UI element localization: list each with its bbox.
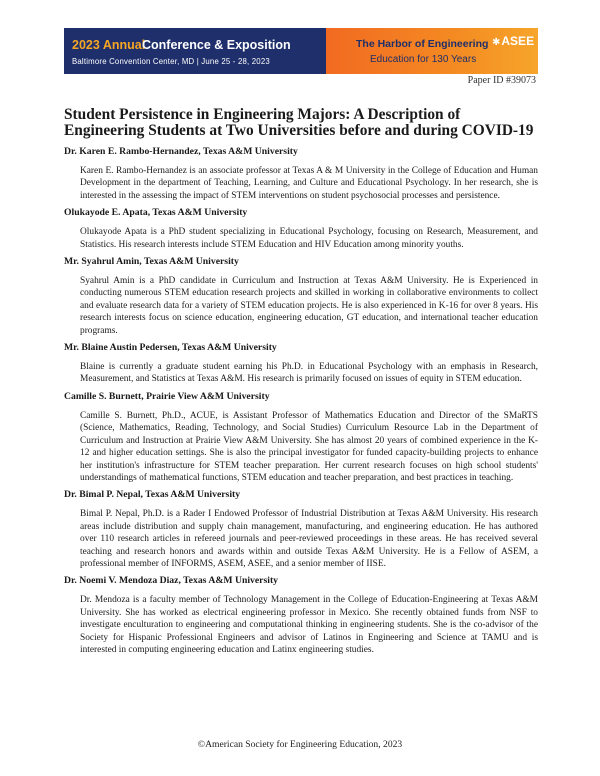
- author-bio: Karen E. Rambo-Hernandez is an associate professor at Texas A & M University in the College of Education and Human Development in the department of Teaching, Learning, and Culture and Educational Psychology. In her research, she is interested in the assessing the impact of STEM interventions on student psychosocial processes and persistence.: [80, 166, 538, 201]
- author-bio: Blaine is currently a graduate student earning his Ph.D. in Educational Psychology with an emphasis in Research, Measurement, and Statistics at Texas A&M. His research is primarily focused on issues of equity in STEM education.: [80, 362, 538, 385]
- author-bio: Bimal P. Nepal, Ph.D. is a Rader I Endowed Professor of Industrial Distribution at Texas A&M University. His research areas include distribution and supply chain management, manufacturing, and engineering education. He has authored over 110 research articles in refereed journals and peer-reviewed proceedings in these areas. He has received several teaching and research honors and awards within and outside Texas A&M University. He is a Fellow of ASEM, a professional member of INFORMS, ASEM, ASEE, and a senior member of IISE.: [80, 509, 538, 569]
- conference-banner: [64, 28, 538, 74]
- author-bio: Camille S. Burnett, Ph.D., ACUE, is Assistant Professor of Mathematics Education and Director of the SMaRTS (Science, Mathematics, Reading, Technology, and Social Studies) Curriculum Resource Lab in the Department of Curriculum and Instruction at Prairie View A&M University. She has almost 20 years of combined experience in the K-12 and higher education settings. She is also the principal investigator for funded capacity-building projects to enhance her institution's infrastructure for STEM teacher preparation. Her current research focuses on high school students' understandings of mathematical functions, STEM education and teacher preparation, and best practices in teaching.: [80, 410, 538, 483]
- author-entry: [64, 489, 538, 570]
- conference-title: Conference & Exposition: [142, 38, 291, 52]
- author-entry: [64, 207, 538, 251]
- author-name: Dr. Bimal P. Nepal, Texas A&M University: [64, 489, 241, 501]
- author-entry: [64, 391, 538, 484]
- harbor-title: The Harbor of Engineering: [356, 38, 489, 50]
- author-entry: [64, 256, 538, 337]
- author-entry: [64, 342, 538, 386]
- asee-logo: [492, 34, 534, 48]
- harbor-subtitle: Education for 130 Years: [370, 54, 477, 65]
- author-name: Camille S. Burnett, Prairie View A&M University: [64, 390, 270, 402]
- paper-id: Paper ID #39073: [467, 75, 536, 86]
- asee-logo-text: ASEE: [501, 34, 535, 48]
- author-name: Dr. Karen E. Rambo-Hernandez, Texas A&M University: [64, 146, 298, 157]
- author-bio: Dr. Mendoza is a faculty member of Technology Management in the College of Education-Engineering at Texas A&M University. She has worked as electrical engineering professor in Mexico. She recently obtained funds from NSF to investigate enculturation to engineering and computational thinking in engineering students. She is the co-advisor of the Society for Hispanic Professional Engineers and advisor of Latinos in Engineering and Science at TAMU and is interested in computing engineering education and Latinx engineering studies.: [80, 595, 538, 655]
- asee-star-icon: ✱: [492, 37, 501, 48]
- author-bio: Syahrul Amin is a PhD candidate in Curriculum and Instruction at Texas A&M University. He is Experienced in conducting numerous STEM education research projects and skilled in working in collaborative environments to collect and evaluate research data for a variety of STEM education projects. He is also experienced in K-16 for over 8 years. His research interests focus on science education, engineering education, GT education, and international teacher education programs.: [80, 276, 538, 336]
- author-bio: Olukayode Apata is a PhD student specializing in Educational Psychology, focusing on Research, Measurement, and Statistics. His research interests include STEM Education and HIV Education among minority youths.: [80, 227, 538, 250]
- author-name: Mr. Syahrul Amin, Texas A&M University: [64, 256, 239, 268]
- author-list: [64, 146, 538, 661]
- author-entry: [64, 575, 538, 656]
- author-name: Mr. Blaine Austin Pedersen, Texas A&M University: [64, 342, 277, 354]
- conference-location: Baltimore Convention Center, MD | June 25 - 28, 2023: [72, 57, 270, 66]
- author-name: Dr. Noemi V. Mendoza Diaz, Texas A&M University: [64, 575, 279, 587]
- copyright-footer: ©American Society for Engineering Education, 2023: [197, 739, 403, 750]
- author-name: Olukayode E. Apata, Texas A&M University: [64, 207, 248, 219]
- conference-year: 2023 Annual: [72, 38, 146, 52]
- paper-title: Student Persistence in Engineering Majors: A Description of Engineering Students at Two Universities before and during COVID-19: [64, 106, 534, 139]
- author-entry: [64, 146, 538, 202]
